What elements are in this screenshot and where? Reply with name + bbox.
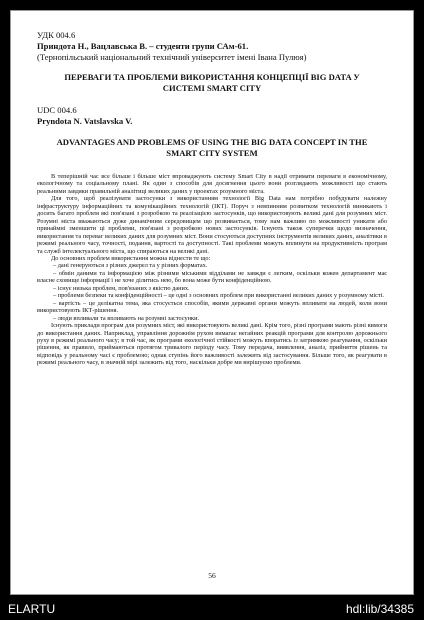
en-title: ADVANTAGES AND PROBLEMS OF USING THE BIG DATA CONCEPT IN THE SMART CITY SYSTEM bbox=[56, 137, 368, 158]
list-item: – дані генеруються з різних джерел та у різних форматах. bbox=[53, 262, 208, 270]
ua-udc: УДК 004.6 bbox=[37, 30, 76, 40]
paragraph: Для того, щоб реалізувати застосунки з використанням технології Big Data нам потрібно побудувати належну інфраструктуру інформаційних та комунікаційних технологій (ІКТ). Поруч з невпинним розвитком технологій виникають і досить багато проблем які пов'язані з розробкою та реалізацією застосунків, що використовують великі дані для розумних міст. Розумні міста вважаються дуже динамічним середовищем що розвивається, тому нам важливо по можливості уникати або принаймні зменшити ці проблеми, пов'язані з розробкою нових застосунків. Існують також суперечки щодо визначення, використання та переваг великих даних для розумних міст. Вони стосуються доступних інструментів великих даних, аналітики в режимі реального часу, точності, подання, вартості та доступності. Такі проблеми можуть вплинути на продуктивність програм та служб інтелектуального міста, що спираються на великі дані. bbox=[37, 195, 387, 255]
footer-handle: hdl:lib/34385 bbox=[345, 602, 414, 616]
paper-page bbox=[10, 10, 414, 595]
en-authors: Pryndota N. Vatslavska V. bbox=[37, 116, 133, 126]
paragraph: Існують приклади програм для розумних міст, які використовують великі дані. Крім того, різні програми мають різні вимоги до використання даних. Наприклад, управління дорожнім рухом вимагає негайних реакцій програми для контролю дорожнього руху в режимі реального часу; в той час, як програми екологічної стійкості можуть впоратись із затримкою реагування, оскільки рішення, як правило, приймаються протягом тривалого періоду часу. Тому передача, виявлення, аналіз, прийняття рішень та відповідь у реальному часі є проблемою; однак ступінь його важливості залежить від застосування. Більше того, як реагувати в режимі реального часу, в значній мірі залежить від того, наскільки добре ми вирішуємо проблеми. bbox=[37, 322, 387, 367]
list-item: – вартість – це делікатна тема, яка стосується способів, якими державні органи можуть впливати на людей, коли вони використовують ІКТ-рішення. bbox=[37, 299, 387, 315]
list-item: – обмін даними та інформацією між різними міськими відділами не завжди є легким, оскільки кожен департамент має власне сховище інформації і не хоче ділитись нею, бо вона може бути конфіденційною. bbox=[37, 269, 387, 285]
footer-repository: ELARTU bbox=[8, 602, 56, 616]
paragraph: В теперішній час все більше і більше міст впроваджують систему Smart City в надії отримати переваги в економічному, екологічному та соціальному плані. Як один з способів для досягнення цього вони розглядають можливості що стають реальними завдяки правильній аналітиці великих даних у проектах розумного міста. bbox=[37, 173, 387, 195]
list-item: – люди впливали та впливають на розумні застосунки. bbox=[53, 314, 200, 322]
article-body bbox=[37, 173, 387, 367]
paragraph: До основних проблем використання можна віднести те що: bbox=[51, 254, 211, 262]
list-item: – існує низька проблем, пов'язаних з якістю даних. bbox=[53, 284, 190, 292]
ua-affiliation: (Тернопільський національний технічний університет імені Івана Пулюя) bbox=[37, 52, 307, 62]
list-item: – проблеми безпеки та конфіденційності – це одні з основних проблем при використанні великих даних у розумному місті. bbox=[53, 292, 384, 300]
page-number: 56 bbox=[208, 571, 216, 580]
en-udc: UDC 004.6 bbox=[37, 105, 77, 115]
footer-bar bbox=[0, 597, 424, 620]
ua-title: ПЕРЕВАГИ ТА ПРОБЛЕМИ ВИКОРИСТАННЯ КОНЦЕПЦІЇ BIG DATA У СИСТЕМІ SMART CITY bbox=[64, 72, 360, 93]
ua-authors: Приндота Н., Вацлавська В. – студенти групи САм-61. bbox=[37, 41, 249, 51]
